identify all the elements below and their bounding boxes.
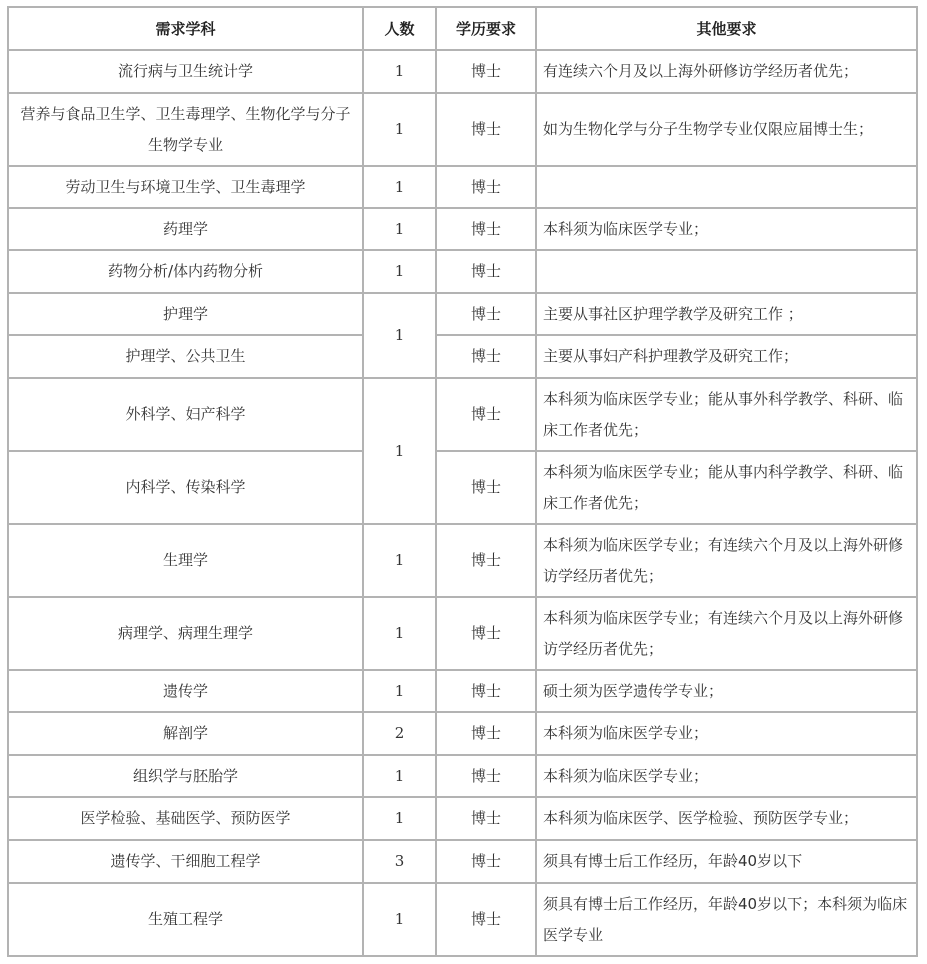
subject-cell: 遗传学、干细胞工程学 — [8, 840, 363, 883]
table-row — [8, 208, 917, 250]
subject-cell: 生殖工程学 — [8, 883, 363, 956]
count-cell: 2 — [363, 712, 436, 755]
count-cell: 1 — [363, 670, 436, 712]
degree-cell: 博士 — [436, 208, 536, 250]
other-requirements-cell: 本科须为临床医学专业；有连续六个月及以上海外研修访学经历者优先； — [536, 597, 917, 670]
degree-cell: 博士 — [436, 335, 536, 378]
other-requirements-cell: 本科须为临床医学、医学检验、预防医学专业； — [536, 797, 917, 840]
subject-cell: 外科学、妇产科学 — [8, 378, 363, 451]
count-cell: 1 — [363, 50, 436, 93]
degree-cell: 博士 — [436, 250, 536, 293]
subject-cell: 药物分析/体内药物分析 — [8, 250, 363, 293]
other-requirements-cell: 本科须为临床医学专业； — [536, 755, 917, 797]
count-cell: 1 — [363, 250, 436, 293]
table-row — [8, 597, 917, 670]
count-cell: 1 — [363, 883, 436, 956]
table-row — [8, 797, 917, 840]
subject-cell: 药理学 — [8, 208, 363, 250]
subject-cell: 病理学、病理生理学 — [8, 597, 363, 670]
subject-cell: 护理学、公共卫生 — [8, 335, 363, 378]
table-body — [8, 50, 917, 956]
other-requirements-cell: 本科须为临床医学专业； — [536, 712, 917, 755]
count-cell: 1 — [363, 208, 436, 250]
other-requirements-cell: 硕士须为医学遗传学专业； — [536, 670, 917, 712]
other-requirements-cell: 如为生物化学与分子生物学专业仅限应届博士生； — [536, 93, 917, 166]
other-requirements-cell: 本科须为临床医学专业；能从事内科学教学、科研、临床工作者优先； — [536, 451, 917, 524]
other-requirements-cell — [536, 166, 917, 208]
subject-cell: 组织学与胚胎学 — [8, 755, 363, 797]
count-cell: 1 — [363, 797, 436, 840]
degree-cell: 博士 — [436, 797, 536, 840]
header-row — [8, 7, 917, 50]
count-cell: 1 — [363, 524, 436, 597]
table-row — [8, 166, 917, 208]
table-row — [8, 93, 917, 166]
subject-cell: 营养与食品卫生学、卫生毒理学、生物化学与分子生物学专业 — [8, 93, 363, 166]
table-row — [8, 755, 917, 797]
degree-cell: 博士 — [436, 712, 536, 755]
table-row — [8, 378, 917, 451]
table-row — [8, 524, 917, 597]
header-degree: 学历要求 — [436, 7, 536, 50]
degree-cell: 博士 — [436, 840, 536, 883]
recruitment-table — [7, 6, 918, 957]
table-row — [8, 293, 917, 335]
table-row — [8, 670, 917, 712]
subject-cell: 遗传学 — [8, 670, 363, 712]
table-row — [8, 451, 917, 524]
other-requirements-cell: 须具有博士后工作经历，年龄40岁以下 — [536, 840, 917, 883]
other-requirements-cell — [536, 250, 917, 293]
degree-cell: 博士 — [436, 597, 536, 670]
table-row — [8, 712, 917, 755]
table-row — [8, 335, 917, 378]
count-cell: 1 — [363, 597, 436, 670]
degree-cell: 博士 — [436, 524, 536, 597]
other-requirements-cell: 本科须为临床医学专业；有连续六个月及以上海外研修访学经历者优先； — [536, 524, 917, 597]
count-cell: 1 — [363, 166, 436, 208]
count-cell: 1 — [363, 93, 436, 166]
degree-cell: 博士 — [436, 883, 536, 956]
table-row — [8, 50, 917, 93]
count-cell: 1 — [363, 755, 436, 797]
subject-cell: 医学检验、基础医学、预防医学 — [8, 797, 363, 840]
count-cell: 1 — [363, 293, 436, 378]
degree-cell: 博士 — [436, 451, 536, 524]
table-row — [8, 883, 917, 956]
other-requirements-cell: 本科须为临床医学专业；能从事外科学教学、科研、临床工作者优先； — [536, 378, 917, 451]
count-cell: 3 — [363, 840, 436, 883]
table-row — [8, 840, 917, 883]
degree-cell: 博士 — [436, 50, 536, 93]
degree-cell: 博士 — [436, 755, 536, 797]
subject-cell: 内科学、传染科学 — [8, 451, 363, 524]
header-other: 其他要求 — [536, 7, 917, 50]
subject-cell: 流行病与卫生统计学 — [8, 50, 363, 93]
subject-cell: 生理学 — [8, 524, 363, 597]
count-cell: 1 — [363, 378, 436, 524]
other-requirements-cell: 有连续六个月及以上海外研修访学经历者优先； — [536, 50, 917, 93]
degree-cell: 博士 — [436, 293, 536, 335]
other-requirements-cell: 本科须为临床医学专业； — [536, 208, 917, 250]
header-subject: 需求学科 — [8, 7, 363, 50]
subject-cell: 护理学 — [8, 293, 363, 335]
degree-cell: 博士 — [436, 93, 536, 166]
subject-cell: 劳动卫生与环境卫生学、卫生毒理学 — [8, 166, 363, 208]
table-header — [8, 7, 917, 50]
header-count: 人数 — [363, 7, 436, 50]
table-row — [8, 250, 917, 293]
degree-cell: 博士 — [436, 166, 536, 208]
degree-cell: 博士 — [436, 670, 536, 712]
other-requirements-cell: 主要从事社区护理学教学及研究工作 ； — [536, 293, 917, 335]
other-requirements-cell: 须具有博士后工作经历，年龄40岁以下；本科须为临床医学专业 — [536, 883, 917, 956]
degree-cell: 博士 — [436, 378, 536, 451]
subject-cell: 解剖学 — [8, 712, 363, 755]
other-requirements-cell: 主要从事妇产科护理教学及研究工作； — [536, 335, 917, 378]
